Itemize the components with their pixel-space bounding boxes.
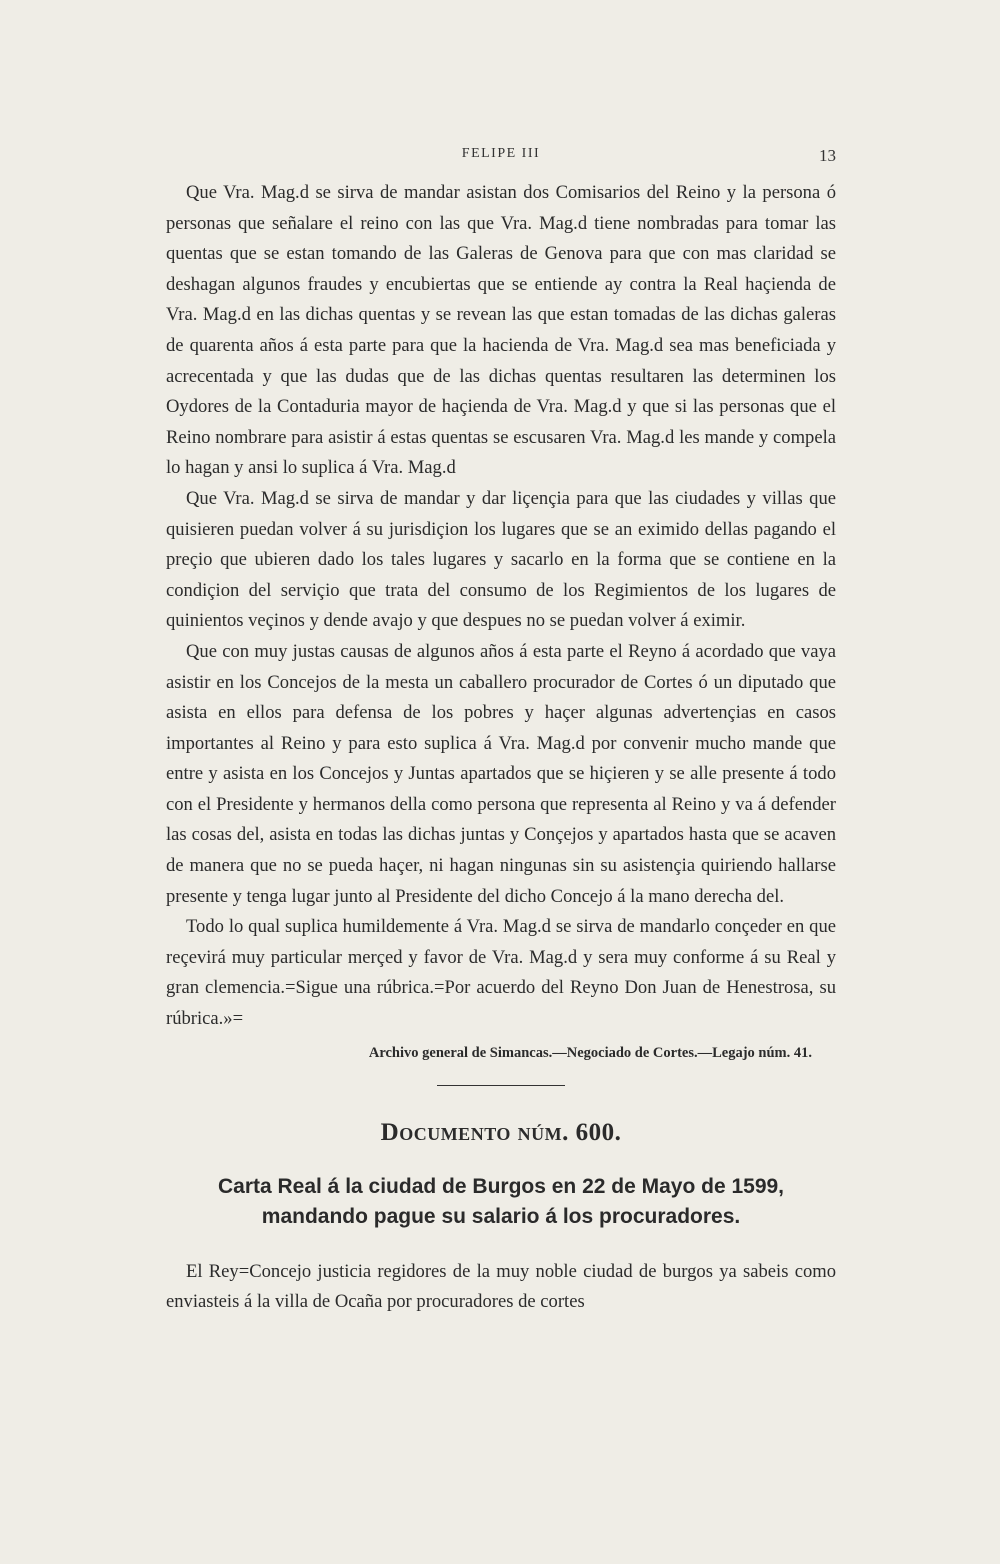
body-text [166,178,836,1318]
archive-source-note: Archivo general de Simancas.—Negociado de Cortes.—Legajo núm. 41. [368,1044,812,1061]
document-summary: Carta Real á la ciudad de Burgos en 22 de Mayo de 1599, mandando pague su salario á los procuradores. [217,1174,785,1228]
paragraph-commissioners: Que Vra. Mag.d se sirva de mandar asistan dos Comisarios del Reino y la persona ó personas que señalare el reino con las que Vra. Mag.d tiene nombradas para tomar las quentas que se estan tomando de las Galeras de Genova para que con mas claridad se deshagan algunos fraudes y encubiertas que se entiende ay contra la Real haçienda de Vra. Mag.d en las dichas quentas y se revean las que estan tomadas de las dichas galeras de quarenta años á esta parte para que la hacienda de Vra. Mag.d sea mas beneficiada y acrecentada y que las dudas que de las dichas quentas resultaren las determinen los Oydores de la Contaduria mayor de haçienda de Vra. Mag.d y que si las personas que el Reino nombrare para asistir á estas quentas se escusaren Vra. Mag.d les mande y compela lo hagan y ansi lo suplica á Vra. Mag.d [166,182,836,479]
running-title: FELIPE III [461,146,541,161]
paragraph-closing-petition: Todo lo qual suplica humildemente á Vra. Mag.d se sirva de mandarlo conçeder en que reçevirá muy particular merçed y favor de Vra. Mag.d y sera muy conforme á su Real y gran clemencia.=Sigue una rúbrica.=Por acuerdo del Reyno Don Juan de Henestrosa, su rúbrica.»= [166,916,836,1030]
paragraph-royal-letter: El Rey=Concejo justicia regidores de la muy noble ciudad de burgos ya sabeis como enviasteis á la villa de Ocaña por procuradores de cortes [166,1260,836,1313]
page-number: 13 [819,146,836,165]
section-divider [437,1085,565,1086]
paragraph-jurisdiction: Que Vra. Mag.d se sirva de mandar y dar liçençia para que las ciudades y villas que quisieren puedan volver á su jurisdiçion los lugares que se an eximido dellas pagando el preçio que ubieren dado los tales lugares y sacarlo en la forma que se contiene en la condiçion del serviçio que trata del consumo de los Regimientos de los lugares de quinientos veçinos y dende avajo y que despues no se puedan volver á eximir. [166,487,836,632]
document-title: Documento núm. 600. [380,1118,622,1146]
page-header [166,146,836,170]
paragraph-mesta-councils: Que con muy justas causas de algunos años á esta parte el Reyno á acordado que vaya asistir en los Concejos de la mesta un caballero procurador de Cortes ó un diputado que asista en ellos para defensa de los pobres y haçer algunas advertençias en casos importantes al Reino y para esto suplica á Vra. Mag.d por convenir mucho mande que entre y asista en los Concejos y Juntas apartados que se hiçieren y se alle presente á todo con el Presidente y hermanos della como persona que representa al Reino y va á defender las cosas del, asista en todas las dichas juntas y Conçejos y apartados hasta que se acaven de manera que no se pueda haçer, ni hagan ningunas sin su asistençia quiriendo hallarse presente y tenga lugar junto al Presidente del dicho Concejo á la mano derecha del. [166,640,836,907]
